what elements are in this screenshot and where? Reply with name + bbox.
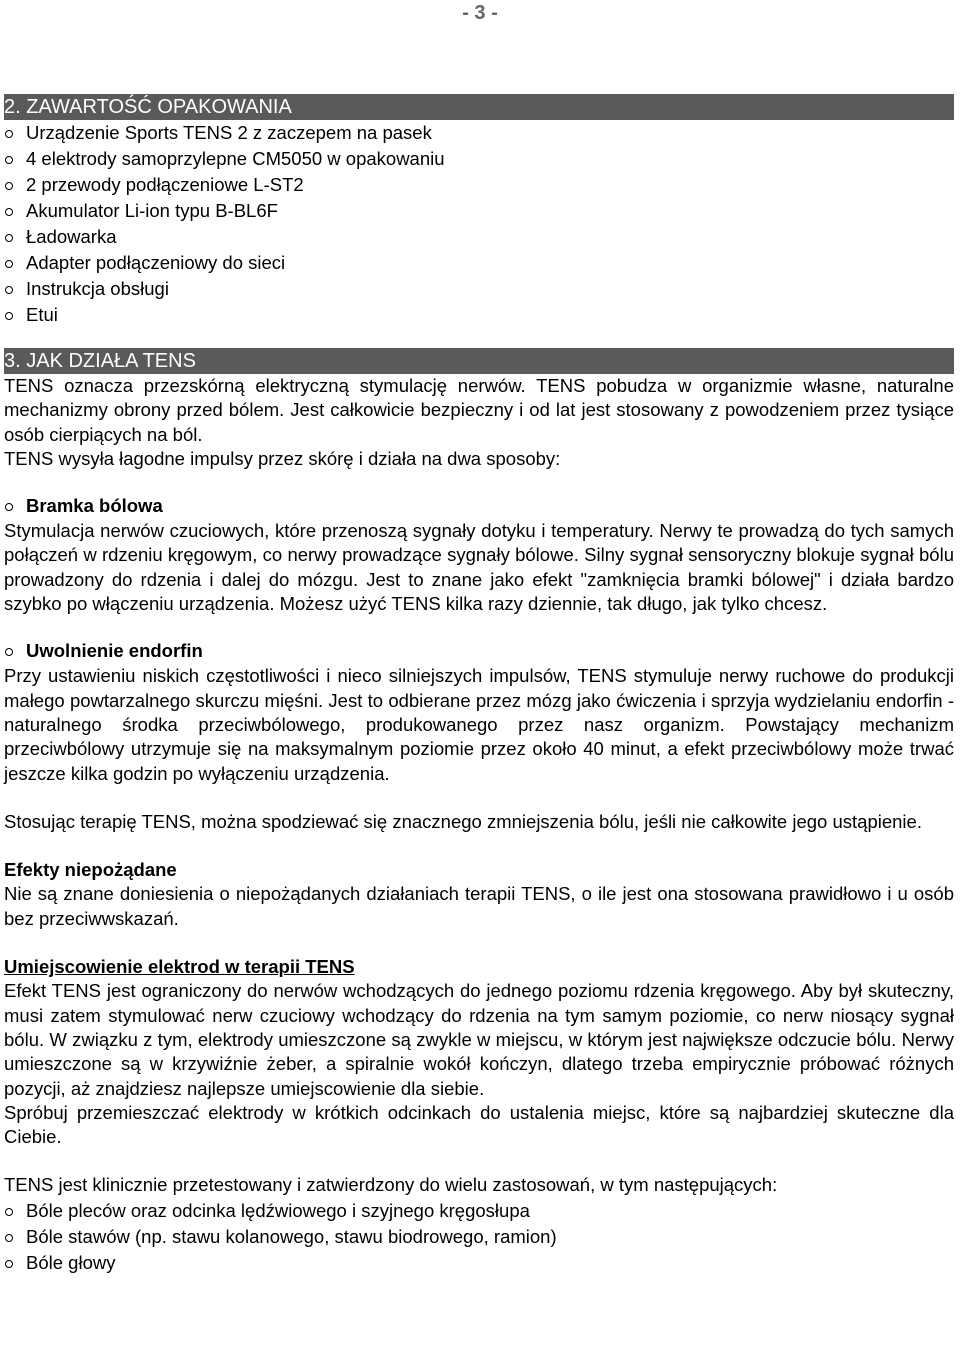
section-heading-how-it-works: 3. JAK DZIAŁA TENS [4,348,954,374]
page-number: - 3 - [462,2,498,24]
clinical-uses-list [4,1198,954,1276]
list-item: Bóle stawów (np. stawu kolanowego, stawu biodrowego, ramion) [4,1224,954,1250]
list-item: Urządzenie Sports TENS 2 z zaczepem na pasek [4,120,954,146]
electrode-placement-paragraph: Efekt TENS jest ograniczony do nerwów wchodzących do jednego poziomu rdzenia kręgowego. Aby był skuteczny, musi zatem stymulować nerw czuciowy wchodzący do rdzenia na tym samym poziomie, co nerw niosący sygnał bólu. W związku z tym, elektrody umieszczone są zwykle w miejscu, w którym jest największe odczucie bólu. Nerwy umieszczone są w krzywiźnie żeber, a spiralnie wokół kończyn, dlatego trzeba empirycznie próbować różnych pozycji, aż znajdziesz najlepsze umiejscowienie dla siebie. [4,980,954,1099]
list-item: Akumulator Li-ion typu B-BL6F [4,198,954,224]
list-item: Ładowarka [4,224,954,250]
list-item: Instrukcja obsługi [4,276,954,302]
electrode-placement-paragraph-2: Spróbuj przemieszczać elektrody w krótkich odcinkach do ustalenia miejsc, które są najbardziej skuteczne dla Ciebie. [4,1101,954,1148]
section-heading-contents: 2. ZAWARTOŚĆ OPAKOWANIA [4,94,954,120]
pain-gate-heading: Bramka bólowa [4,493,954,519]
list-item: Etui [4,302,954,328]
list-item: Bóle pleców oraz odcinka lędźwiowego i szyjnego kręgosłupa [4,1198,954,1224]
pain-gate-paragraph: Stymulacja nerwów czuciowych, które przenoszą sygnały dotyku i temperatury. Nerwy te prowadzą do tych samych połączeń w rdzeniu kręgowym, co nerwy prowadzące sygnały bólowe. Silny sygnał sensoryczny blokuje sygnał bólu prowadzony do rdzenia i dalej do mózgu. Jest to znane jako efekt "zamknięcia bramki bólowej" i działa bardzo szybko po włączeniu urządzenia. Możesz użyć TENS kilka razy dziennie, tak długo, jak tylko chcesz. [4,520,954,615]
side-effects-heading: Efekty niepożądane [4,859,177,881]
electrode-placement-heading: Umiejscowienie elektrod w terapii TENS [4,956,355,978]
list-item: Bóle głowy [4,1250,954,1276]
endorphin-paragraph: Przy ustawieniu niskich częstotliwości i nieco silniejszych impulsów, TENS stymuluje nerwy ruchowe do produkcji małego powtarzalnego skurczu mięśni. Jest to odbierane przez mózg jako ćwiczenia i sprzyja wydzielaniu endorfin - naturalnego środka przeciwbólowego, produkowanego przez nasz organizm. Powstający mechanizm przeciwbólowy utrzymuje się na maksymalnym poziomie przez około 40 minut, a efekt przeciwbólowy może trwać jeszcze kilka godzin po wyłączeniu urządzenia. [4,665,954,784]
list-item: Adapter podłączeniowy do sieci [4,250,954,276]
document-body [4,94,954,1276]
therapy-paragraph: Stosując terapię TENS, można spodziewać się znacznego zmniejszenia bólu, jeśli nie całkowite jego ustąpienie. [4,810,922,832]
endorphin-heading: Uwolnienie endorfin [4,638,954,664]
clinical-uses-paragraph: TENS jest klinicznie przetestowany i zatwierdzony do wielu zastosowań, w tym następujących: [4,1174,778,1196]
side-effects-paragraph: Nie są znane doniesienia o niepożądanych działaniach terapii TENS, o ile jest ona stosowana prawidłowo i u osób bez przeciwwskazań. [4,883,954,929]
list-item: 4 elektrody samoprzylepne CM5050 w opakowaniu [4,146,954,172]
intro-paragraph-2: TENS wysyła łagodne impulsy przez skórę i działa na dwa sposoby: [4,447,561,469]
package-contents-list [4,120,954,328]
list-item: 2 przewody podłączeniowe L-ST2 [4,172,954,198]
intro-paragraph: TENS oznacza przezskórną elektryczną stymulację nerwów. TENS pobudza w organizmie własne, naturalne mechanizmy obrony przed bólem. Jest całkowicie bezpieczny i od lat jest stosowany z powodzeniem przez tysiące osób cierpiących na ból. [4,375,954,445]
